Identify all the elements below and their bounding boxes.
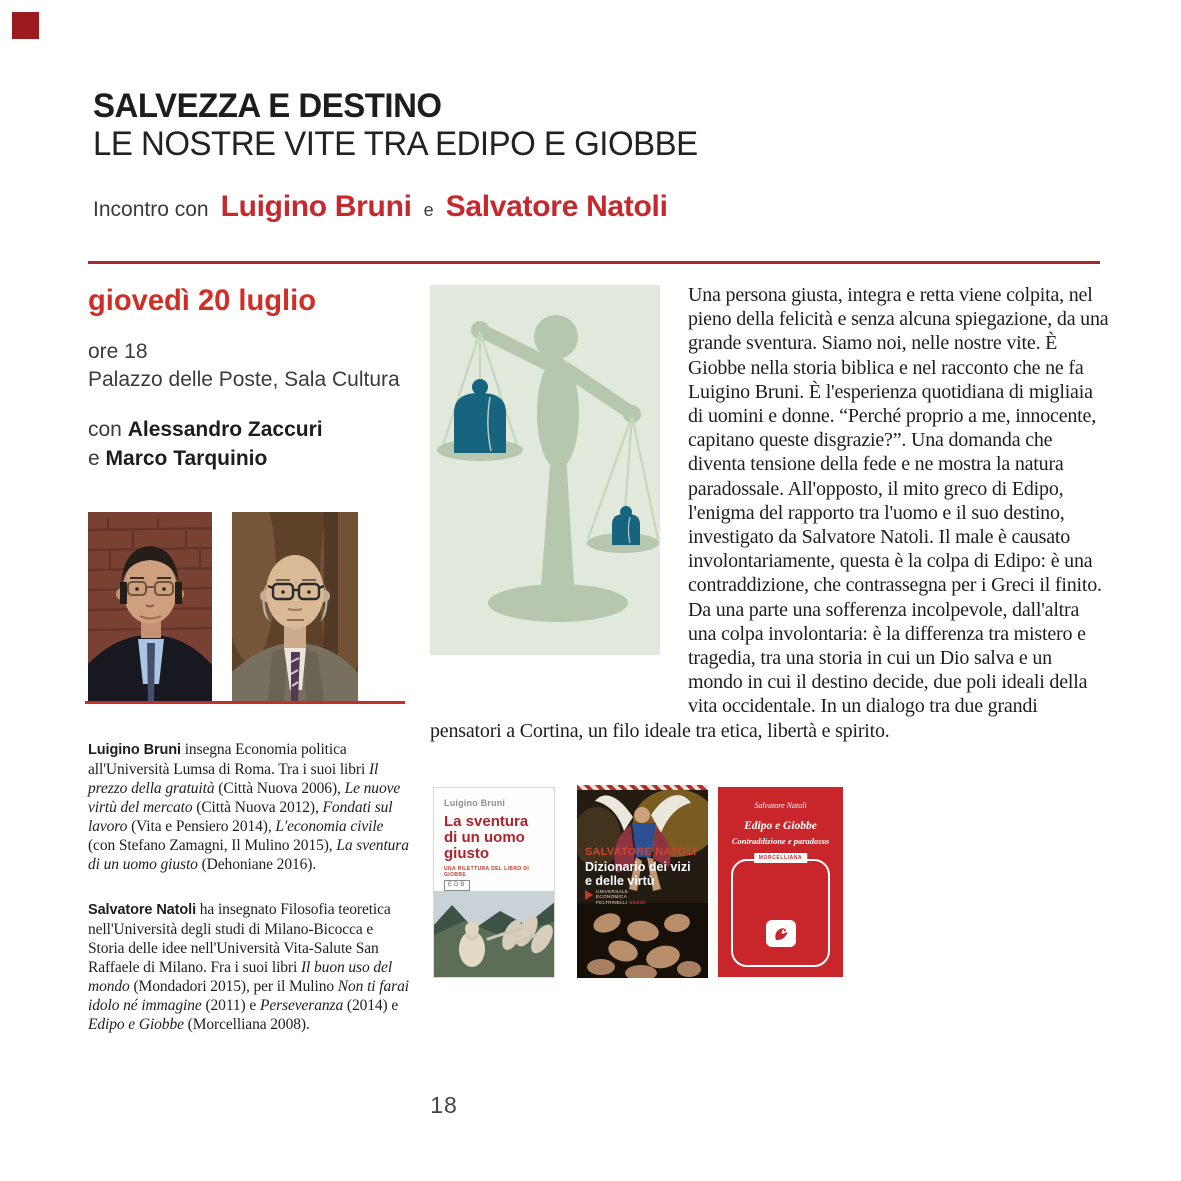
speaker-2: Salvatore Natoli xyxy=(445,190,668,223)
book1-cover-art xyxy=(434,891,555,977)
meeting-line xyxy=(93,190,668,224)
pelican-icon xyxy=(770,924,792,944)
with-prefix: con xyxy=(88,418,122,441)
speaker-1: Luigino Bruni xyxy=(220,190,412,223)
and-prefix: e xyxy=(88,447,100,470)
scales-illustration xyxy=(430,285,660,655)
meeting-conjunction: e xyxy=(423,200,434,220)
feltrinelli-logo-icon xyxy=(585,890,593,900)
bio-salvatore-natoli: Salvatore Natoli ha insegnato Filosofia teoretica nell'Università degli studi di Milano-Bicocca e Storia delle idee nell'Università Vita-Salute San Raffaele di Milano. Fra i suoi libri Il buon uso del mondo (Mondadori 2015), per il Mulino Non ti farai idolo né immagine (2011) e Perseveranza (2014) e Edipo e Giobbe (Morcelliana 2008). xyxy=(88,900,409,1033)
book-cover-la-sventura xyxy=(433,787,555,978)
brand-mark xyxy=(12,12,39,39)
page-number: 18 xyxy=(430,1092,458,1118)
event-description xyxy=(430,283,1109,743)
meeting-prefix: Incontro con xyxy=(93,198,209,221)
book1-author: Luigino Bruni xyxy=(444,798,506,808)
photo-luigino-bruni xyxy=(88,512,212,701)
book3-title: Edipo e Giobbe xyxy=(744,820,817,832)
book3-author: Salvatore Natoli xyxy=(754,801,807,810)
event-description-text: Una persona giusta, integra e retta viene colpita, nel pieno della felicità e senza alcuna spiegazione, da una grande sventura. Siamo noi, nelle nostre vite. È Giobbe nella storia biblica e nel racconto che ne fa Luigino Bruni. È l'esperienza quotidiana di migliaia di uomini e donne. “Perché proprio a me, innocente, capitano queste disgrazie?”. Una domanda che diventa tensione della fede e ne mostra la natura paradossale. All'opposto, il mito greco di Edipo, l'enigma del rapporto tra l'uomo e il suo destino, investigato da Salvatore Natoli. Il male è causato involontariamente, questa è la colpa di Edipo: è una contraddizione, che contrassegna per i Greci il finito. Da una parte una sofferenza incolpevole, dall'altra una colpa involontaria: è la differenza tra mistero e tragedia, tra una storia in cui un Dio salva e un mondo in cui il destino decide, due poli ideali della vita occidentale. In un dialogo tra due grandi pensatori a Cortina, un filo ideale tra etica, libertà e spirito. xyxy=(430,284,1109,742)
event-date: giovedì 20 luglio xyxy=(88,284,316,317)
page-title: SALVEZZA E DESTINO xyxy=(93,87,442,125)
book3-frame xyxy=(731,859,830,967)
book2-top-stripe xyxy=(577,785,708,790)
book2-title: Dizionario dei vizi e delle virtù xyxy=(585,860,691,888)
moderator-line-1 xyxy=(88,418,323,442)
moderator-line-2 xyxy=(88,447,267,471)
book1-title: La sventura di un uomo giusto xyxy=(444,813,529,862)
book3-publisher-label: MORCELLIANA xyxy=(754,853,808,863)
moderator-1: Alessandro Zaccuri xyxy=(127,418,323,441)
bio-luigino-bruni: Luigino Bruni insegna Economia politica all'Università Lumsa di Roma. Tra i suoi libri Il prezzo della gratuità (Città Nuova 2006), Le nuove virtù del mercato (Città Nuova 2012), Fondati sul lavoro (Vita e Pensiero 2014), L'economia civile (con Stefano Zamagni, Il Mulino 2015), La sventura di un uomo giusto (Dehoniane 2016). xyxy=(88,740,409,873)
header-divider-rule xyxy=(88,261,1100,264)
feltrinelli-imprint: UNIVERSALE ECONOMICA FELTRINELLI SAGGI xyxy=(585,889,645,905)
page-subtitle: LE NOSTRE VITE TRA EDIPO E GIOBBE xyxy=(93,125,698,163)
edb-publisher-logo: EDB xyxy=(444,880,470,891)
book-cover-edipo-e-giobbe xyxy=(718,787,843,977)
photos-divider-rule xyxy=(85,701,405,704)
book3-subtitle: Contraddizione e paradosso xyxy=(731,836,830,846)
book1-subtitle: UNA RILETTURA DEL LIBRO DI GIOBBE xyxy=(444,866,530,878)
photo-salvatore-natoli xyxy=(232,512,358,701)
moderator-2: Marco Tarquinio xyxy=(105,447,268,470)
event-venue: Palazzo delle Poste, Sala Cultura xyxy=(88,368,400,391)
book2-author: SALVATORE NATOLI xyxy=(585,846,697,858)
book-cover-dizionario xyxy=(577,785,708,978)
morcelliana-logo xyxy=(766,920,796,947)
event-time: ore 18 xyxy=(88,340,148,363)
